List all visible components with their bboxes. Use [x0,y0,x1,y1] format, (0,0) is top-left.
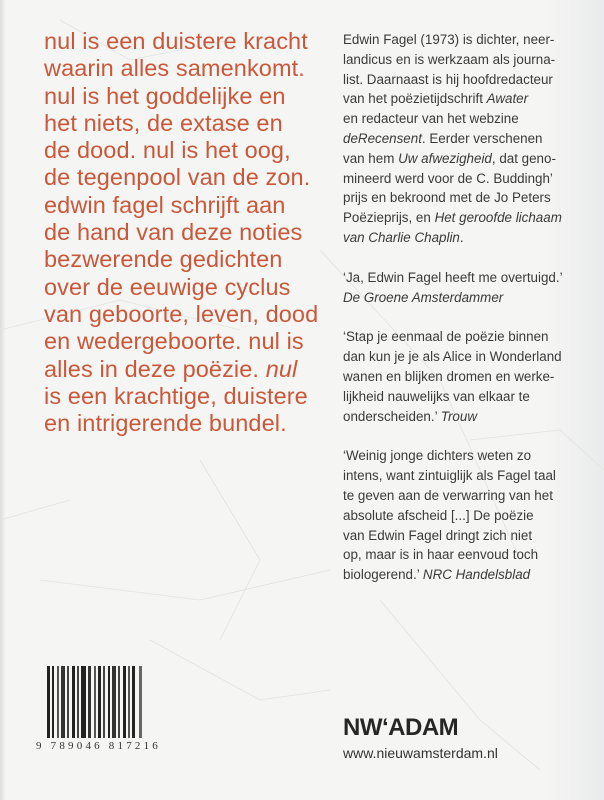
publisher-url: www.nieuwamsterdam.nl [343,745,498,761]
bio-line: mineerd werd voor de C. Buddingh’ [343,170,553,186]
quote-line: te geven aan de verwarring van het [343,487,553,503]
blurb-text [44,28,334,437]
quote-line [343,407,593,427]
blurb-line: nul is het goddelijke en [44,82,286,109]
blurb-line [44,356,334,383]
barcode-bars [47,666,153,738]
quote-line: ‘Stap je eenmaal de poëzie binnen [343,329,549,345]
book-title: van Charlie Chaplin [343,229,460,245]
blurb-line: de tegenpool van de zon. [44,164,311,191]
bio-line [343,89,593,109]
quote-line: ‘Weinig jonge dichters weten zo [343,448,532,464]
bio-fragment: . [459,229,464,245]
blurb-line: over de eeuwige cyclus [44,273,291,300]
bio-fragment: van het poëzietijdschrift [343,91,487,107]
author-bio-column [343,30,593,585]
quote-line: van Edwin Fagel dringt zich niet [343,527,533,543]
publisher-logo: NW‘ADAM [343,714,459,741]
bio-fragment: Poëzieprijs, en [343,210,435,226]
book-title: Het geroofde lichaam [434,210,562,226]
bio-line: list. Daarnaast is hij hoofdredacteur [343,71,553,87]
bio-fragment: van hem [343,150,399,166]
bio-line [343,208,593,228]
blurb-line: van geboorte, leven, dood [44,300,319,327]
quote-line: absolute afscheid [...] De poëzie [343,507,534,523]
spacer [343,307,593,327]
quote-line: dan kun je je als Alice in Wonderland [343,349,562,365]
quote-line [343,565,593,585]
book-title: Uw afwezigheid [398,150,492,166]
isbn-number: 9 789046 817216 [36,740,161,752]
quote-line: ‘Ja, Edwin Fagel heeft me overtuigd.’ [343,269,563,285]
press-quote-groene [343,268,593,308]
bio-line: landicus en is werkzaam als journa- [343,51,556,67]
quote-fragment: biologerend.’ [343,567,423,583]
quote-source-name: De Groene Amsterdammer [343,289,504,305]
blurb-line: en wedergeboorte. nul is [44,328,304,355]
blurb-text-fragment: alles in deze poëzie. [44,355,266,382]
quote-line: intens, want zintuiglijk als Fagel taal [343,468,556,484]
quote-source-name: NRC Handelsblad [422,567,531,583]
bio-fragment: , dat geno- [491,150,556,166]
quote-line: op, maar is in haar eenvoud toch [343,547,539,563]
quote-source [343,288,593,308]
blurb-line: de hand van deze noties [44,219,303,246]
blurb-line: is een krachtige, duistere [44,382,308,409]
quote-source-name: Trouw [440,408,477,424]
press-quote-trouw [343,327,593,426]
isbn-barcode [47,666,153,742]
blurb-line: edwin fagel schrijft aan [44,191,286,218]
spacer [343,426,593,446]
press-quote-nrc [343,446,593,585]
magazine-title: Awater [486,91,529,107]
blurb-line: en intrigerende bundel. [44,410,287,437]
webzine-title: deRecensent [343,130,422,146]
bio-line: Edwin Fagel (1973) is dichter, neer- [343,32,555,47]
quote-line: wanen en blijken dromen en werke- [343,368,555,384]
bio-fragment: . Eerder verschenen [421,130,543,146]
quote-fragment: onderscheiden.’ [343,408,441,424]
blurb-line: de dood. nul is het oog, [44,137,291,164]
author-bio [343,30,593,248]
bio-line: en redacteur van het webzine [343,111,519,127]
bio-line [343,149,593,169]
bio-line: prijs en bekroond met de Jo Peters [343,190,551,206]
quote-line: lijkheid nauwelijks van elkaar te [343,388,530,404]
blurb-line: het niets, de extase en [44,109,283,136]
bio-line [343,129,593,149]
bio-line [343,228,593,248]
blurb-line: waarin alles samenkomt. [44,55,305,82]
blurb-line: nul is een duistere kracht [44,28,308,54]
spacer [343,248,593,268]
blurb-line: bezwerende gedichten [44,246,283,273]
book-title-italic: nul [265,355,298,382]
